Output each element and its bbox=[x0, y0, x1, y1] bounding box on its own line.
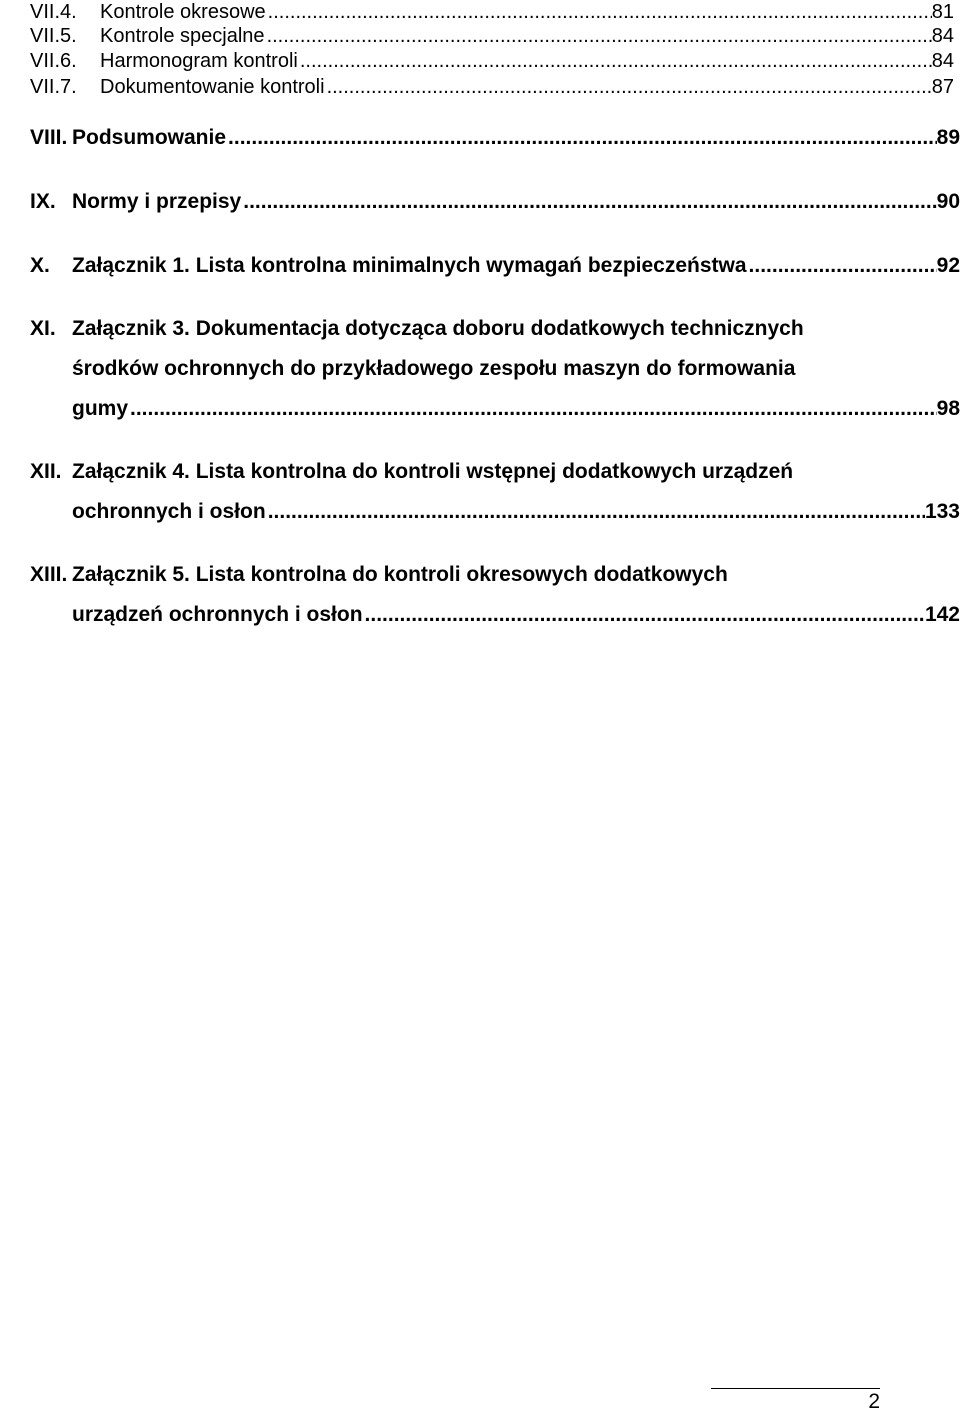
toc-entry-title-line: urządzeń ochronnych i osłon bbox=[72, 603, 363, 626]
toc-entry-x[interactable] bbox=[30, 246, 960, 286]
toc-entry-page: 142 bbox=[924, 603, 960, 626]
leader-dots bbox=[226, 118, 937, 158]
leader-dots bbox=[265, 23, 932, 49]
toc-entry-number: IX. bbox=[30, 190, 56, 213]
toc-entry-page: 98 bbox=[936, 397, 960, 420]
toc-entry-number: VII.6. bbox=[30, 50, 77, 72]
toc-entry-title: Kontrole okresowe bbox=[100, 1, 266, 23]
toc-entry-title: Harmonogram kontroli bbox=[100, 50, 298, 72]
toc-entry-number: VIII. bbox=[30, 126, 68, 149]
toc-entry-number: VII.5. bbox=[30, 25, 77, 47]
leader-dots bbox=[266, 0, 932, 25]
toc-entry-page: 90 bbox=[936, 190, 960, 213]
toc-entry-title-line: gumy bbox=[72, 397, 129, 420]
toc-entry-number: XII. bbox=[30, 460, 62, 483]
footer-page-number: 2 bbox=[868, 1390, 880, 1413]
toc-entry-xi[interactable] bbox=[30, 309, 960, 429]
toc-entry-page: 87 bbox=[931, 76, 954, 98]
toc-entry-viii[interactable] bbox=[30, 118, 960, 158]
leader-dots bbox=[128, 389, 937, 429]
toc-entry-page: 84 bbox=[931, 50, 954, 72]
leader-dots bbox=[325, 74, 932, 100]
toc-entry-page: 84 bbox=[931, 25, 954, 47]
leader-dots bbox=[266, 492, 925, 532]
toc-entry-title: Normy i przepisy bbox=[72, 190, 242, 213]
toc-entry-title-line: Załącznik 3. Dokumentacja dotycząca doboru dodatkowych technicznych bbox=[72, 317, 804, 340]
toc-entry-ix[interactable] bbox=[30, 182, 960, 222]
toc-entry-xiii[interactable] bbox=[30, 555, 960, 635]
toc-entry-title-line: Załącznik 5. Lista kontrolna do kontroli okresowych dodatkowych bbox=[72, 563, 728, 586]
leader-dots bbox=[298, 48, 932, 74]
toc-entry-vii-5[interactable] bbox=[30, 23, 954, 49]
toc-entry-vii-7[interactable] bbox=[30, 74, 954, 100]
leader-dots bbox=[747, 246, 937, 286]
toc-entry-page: 92 bbox=[936, 254, 960, 277]
toc-entry-title-line: Załącznik 4. Lista kontrolna do kontroli wstępnej dodatkowych urządzeń bbox=[72, 460, 794, 483]
toc-entry-number: XI. bbox=[30, 317, 56, 340]
toc-entry-number: XIII. bbox=[30, 563, 68, 586]
toc-entry-title: Kontrole specjalne bbox=[100, 25, 265, 47]
toc-entry-title: Załącznik 1. Lista kontrolna minimalnych wymagań bezpieczeństwa bbox=[72, 254, 747, 277]
toc-entry-vii-4[interactable] bbox=[30, 0, 954, 25]
toc-entry-page: 81 bbox=[931, 1, 954, 23]
toc-entry-xii[interactable] bbox=[30, 452, 960, 532]
toc-entry-title: Podsumowanie bbox=[72, 126, 227, 149]
leader-dots bbox=[241, 182, 936, 222]
toc-entry-page: 133 bbox=[924, 500, 960, 523]
toc-entry-title-line: ochronnych i osłon bbox=[72, 500, 266, 523]
toc-entry-vii-6[interactable] bbox=[30, 48, 954, 74]
toc-entry-number: X. bbox=[30, 254, 50, 277]
toc-entry-number: VII.4. bbox=[30, 1, 77, 23]
leader-dots bbox=[363, 595, 925, 635]
toc-entry-title: Dokumentowanie kontroli bbox=[100, 76, 325, 98]
toc-entry-title-line: środków ochronnych do przykładowego zespołu maszyn do formowania bbox=[72, 357, 796, 380]
toc-entry-page: 89 bbox=[936, 126, 960, 149]
toc-entry-number: VII.7. bbox=[30, 76, 77, 98]
